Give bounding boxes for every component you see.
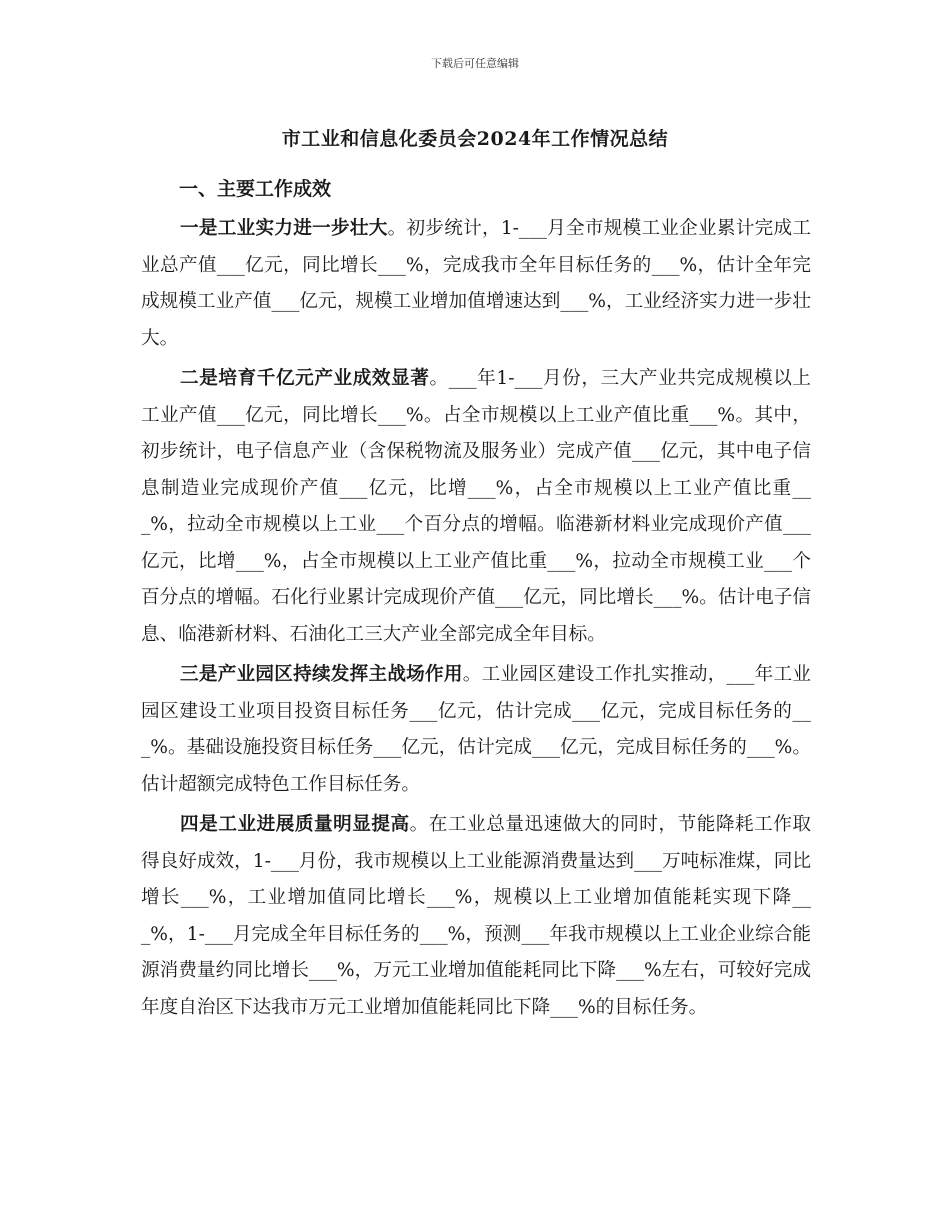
paragraph-development-quality <box>141 807 811 1026</box>
paragraph-body: 。初步统计，1-___月全市规模工业企业累计完成工业总产值___亿元，同比增长___%，完成我市全年目标任务的___%，估计全年完成规模工业产值___亿元，规模工业增加值增速达到___%，工业经济实力进一步壮大。 <box>141 218 811 349</box>
paragraph-lead: 一是工业实力进一步壮大 <box>180 218 388 239</box>
paragraph-lead: 三是产业园区持续发挥主战场作用 <box>180 664 463 685</box>
paragraph-body: 。___年1-___月份，三大产业共完成规模以上工业产值___亿元，同比增长___%。占全市规模以上工业产值比重___%。其中，初步统计，电子信息产业（含保税物流及服务业）完成产值___亿元，其中电子信息制造业完成现价产值___亿元，比增___%，占全市规模以上工业产值比重___%，拉动全市规模以上工业___个百分点的增幅。临港新材料业完成现价产值___亿元，比增___%，占全市规模以上工业产值比重___%，拉动全市规模工业___个百分点的增幅。石化行业累计完成现价产值___亿元，同比增长___%。估计电子信息、临港新材料、石油化工三大产业全部完成全年目标。 <box>141 368 811 645</box>
paragraph-body: 。工业园区建设工作扎实推动，___年工业园区建设工业项目投资目标任务___亿元，估计完成___亿元，完成目标任务的___%。基础设施投资目标任务___亿元，估计完成___亿元，完成目标任务的___%。估计超额完成特色工作目标任务。 <box>141 664 811 795</box>
section-heading: 一、主要工作成效 <box>179 178 332 200</box>
paragraph-body: 。在工业总量迅速做大的同时，节能降耗工作取得良好成效，1-___月份，我市规模以上工业能源消费量达到___万吨标准煤，同比增长___%，工业增加值同比增长___%，规模以上工业增加值能耗实现下降___%，1-___月完成全年目标任务的___%，预测___年我市规模以上工业企业综合能源消费量约同比增长___%，万元工业增加值能耗同比下降___%左右，可较好完成年度自治区下达我市万元工业增加值能耗同比下降___%的目标任务。 <box>141 814 811 1018</box>
document-body <box>141 171 811 1030</box>
header-note: 下载后可任意编辑 <box>431 57 519 70</box>
paragraph-lead: 二是培育千亿元产业成效显著 <box>180 368 430 389</box>
paragraph-industrial-strength <box>141 211 811 357</box>
paragraph-lead: 四是工业进展质量明显提高 <box>180 814 410 835</box>
paragraph-industrial-parks <box>141 657 811 803</box>
paragraph-hundred-billion-industries <box>141 361 811 653</box>
document-title: 市工业和信息化委员会2024年工作情况总结 <box>281 128 669 150</box>
